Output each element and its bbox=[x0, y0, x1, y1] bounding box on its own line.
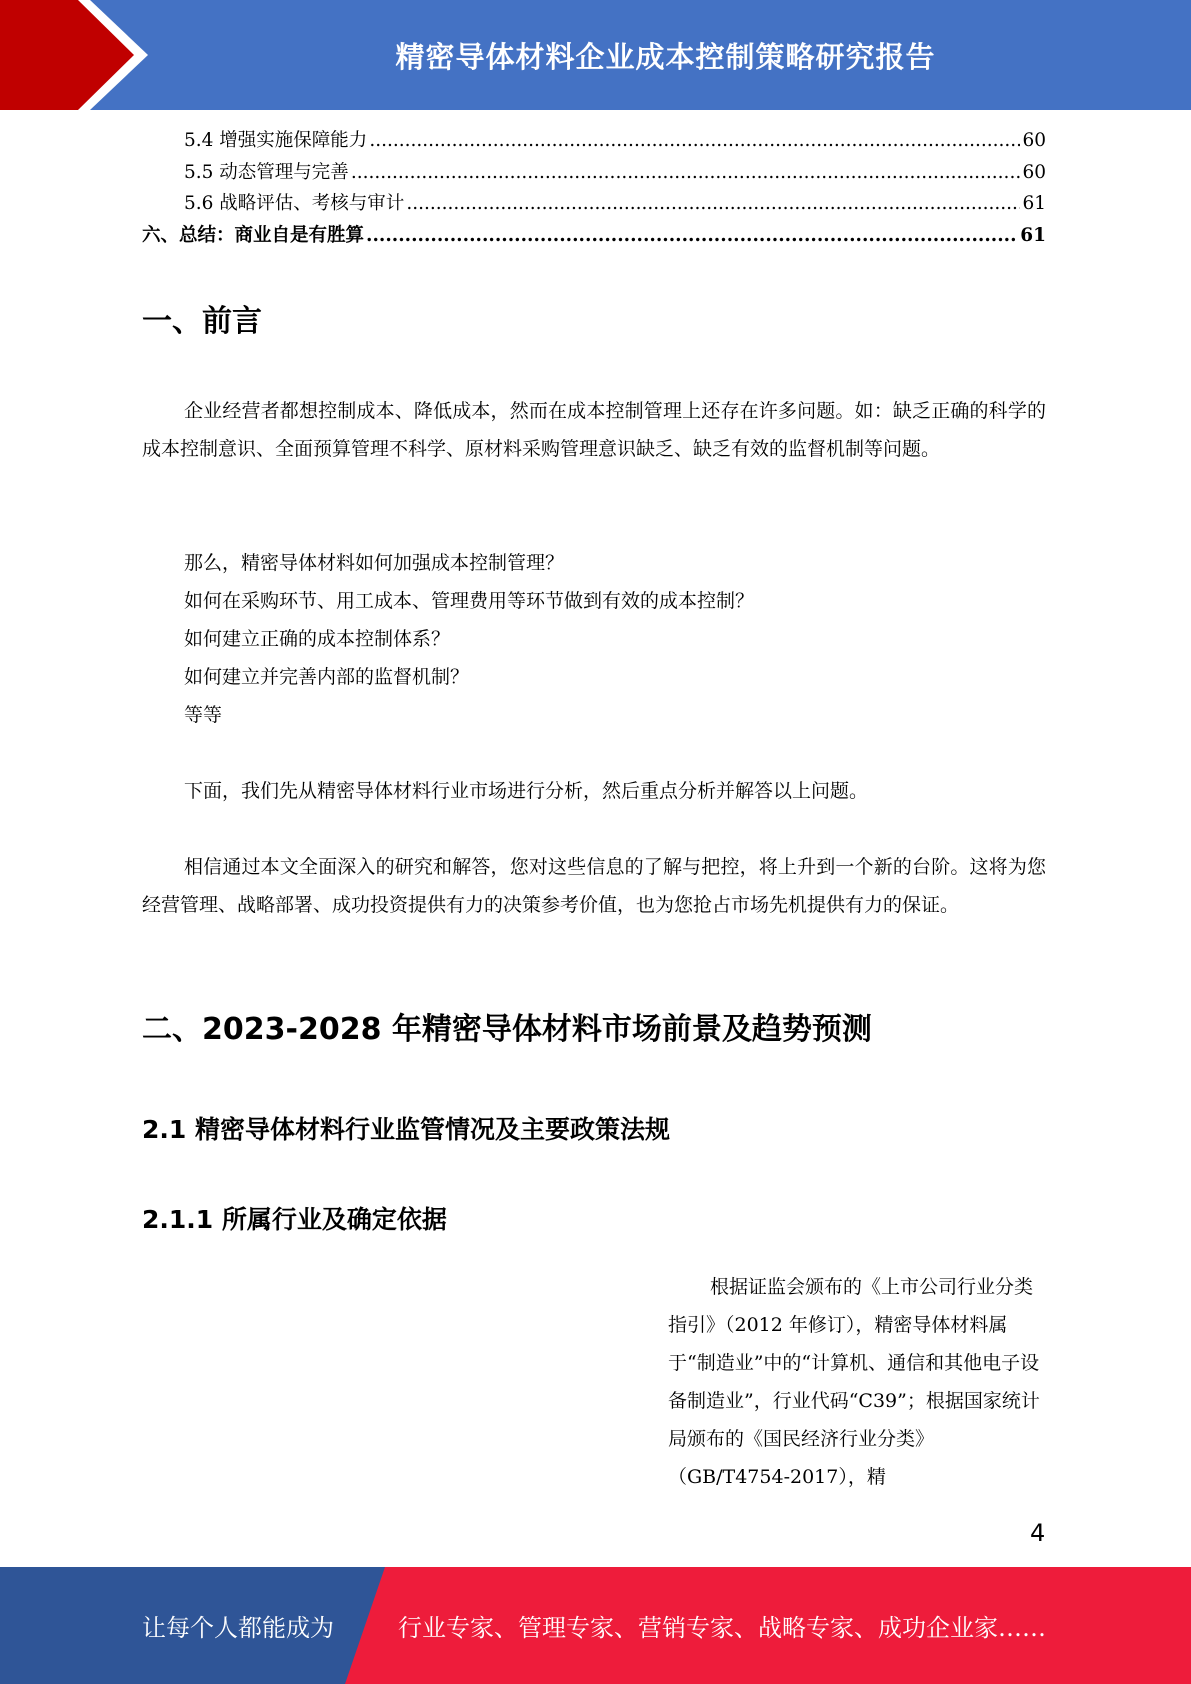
question-item: 那么，精密导体材料如何加强成本控制管理？ bbox=[184, 552, 565, 574]
toc-entry-label: 5.5 动态管理与完善 bbox=[184, 161, 349, 183]
toc-entry[interactable] bbox=[142, 126, 1046, 158]
toc-entry-page: 60 bbox=[1022, 130, 1046, 151]
question-item: 等等 bbox=[184, 704, 223, 726]
subsection-heading-regulation: 2.1 精密导体材料行业监管情况及主要政策法规 bbox=[142, 1115, 670, 1144]
toc-entry-label: 5.4 增强实施保障能力 bbox=[184, 130, 368, 151]
toc-entry-page: 61 bbox=[1020, 224, 1046, 246]
section-heading-market: 二、2023-2028 年精密导体材料市场前景及趋势预测 bbox=[142, 1012, 872, 1047]
page-footer bbox=[0, 1567, 1191, 1684]
question-item: 如何建立并完善内部的监督机制？ bbox=[184, 666, 470, 688]
toc-entry-label: 5.6 战略评估、考核与审计 bbox=[184, 193, 405, 214]
question-list bbox=[184, 544, 754, 734]
value-paragraph: 相信通过本文全面深入的研究和解答，您对这些信息的了解与把控，将上升到一个新的台阶。这将为您经营管理、战略部署、成功投资提供有力的决策参考价值，也为您抢占市场先机提供有力的保证。 bbox=[142, 856, 1046, 916]
page-number: 4 bbox=[1030, 1519, 1046, 1547]
subsection-heading-industry: 2.1.1 所属行业及确定依据 bbox=[142, 1205, 447, 1234]
analysis-intro-paragraph: 下面，我们先从精密导体材料行业市场进行分析，然后重点分析并解答以上问题。 bbox=[184, 780, 869, 802]
page-header bbox=[0, 0, 1191, 110]
footer-slogan-right: 行业专家、管理专家、营销专家、战略专家、成功企业家…… bbox=[398, 1614, 1046, 1642]
toc-leader-dots bbox=[351, 162, 1021, 183]
industry-classification-paragraph: 根据证监会颁布的《上市公司行业分类指引》（2012 年修订），精密导体材料属于“制造业”中的“计算机、通信和其他电子设备制造业”，行业代码“C39”；根据国家统计局颁布的《国民经济行业分类》（GB/T4754-2017），精 bbox=[668, 1276, 1040, 1488]
report-title: 精密导体材料企业成本控制策略研究报告 bbox=[395, 39, 936, 74]
toc-leader-dots bbox=[406, 193, 1020, 214]
question-item: 如何建立正确的成本控制体系？ bbox=[184, 628, 451, 650]
toc-leader-dots bbox=[369, 130, 1020, 151]
toc-entry[interactable] bbox=[142, 189, 1046, 221]
toc-entry-page: 61 bbox=[1022, 193, 1046, 214]
table-of-contents bbox=[142, 126, 1046, 252]
toc-entry-label: 六、总结：商业自是有胜算 bbox=[142, 224, 365, 246]
toc-entry[interactable] bbox=[142, 158, 1046, 190]
page-content bbox=[142, 126, 1046, 1488]
footer-slogan-left: 让每个人都能成为 bbox=[142, 1614, 334, 1642]
toc-entry[interactable] bbox=[142, 221, 1046, 253]
question-item: 如何在采购环节、用工成本、管理费用等环节做到有效的成本控制？ bbox=[184, 590, 755, 612]
toc-leader-dots bbox=[366, 225, 1018, 246]
section-heading-preface: 一、前言 bbox=[142, 304, 262, 339]
toc-entry-page: 60 bbox=[1022, 161, 1046, 183]
preface-paragraph: 企业经营者都想控制成本、降低成本，然而在成本控制管理上还存在许多问题。如：缺乏正确的科学的成本控制意识、全面预算管理不科学、原材料采购管理意识缺乏、缺乏有效的监督机制等问题。 bbox=[142, 400, 1046, 460]
header-arrow-decoration bbox=[0, 0, 160, 110]
